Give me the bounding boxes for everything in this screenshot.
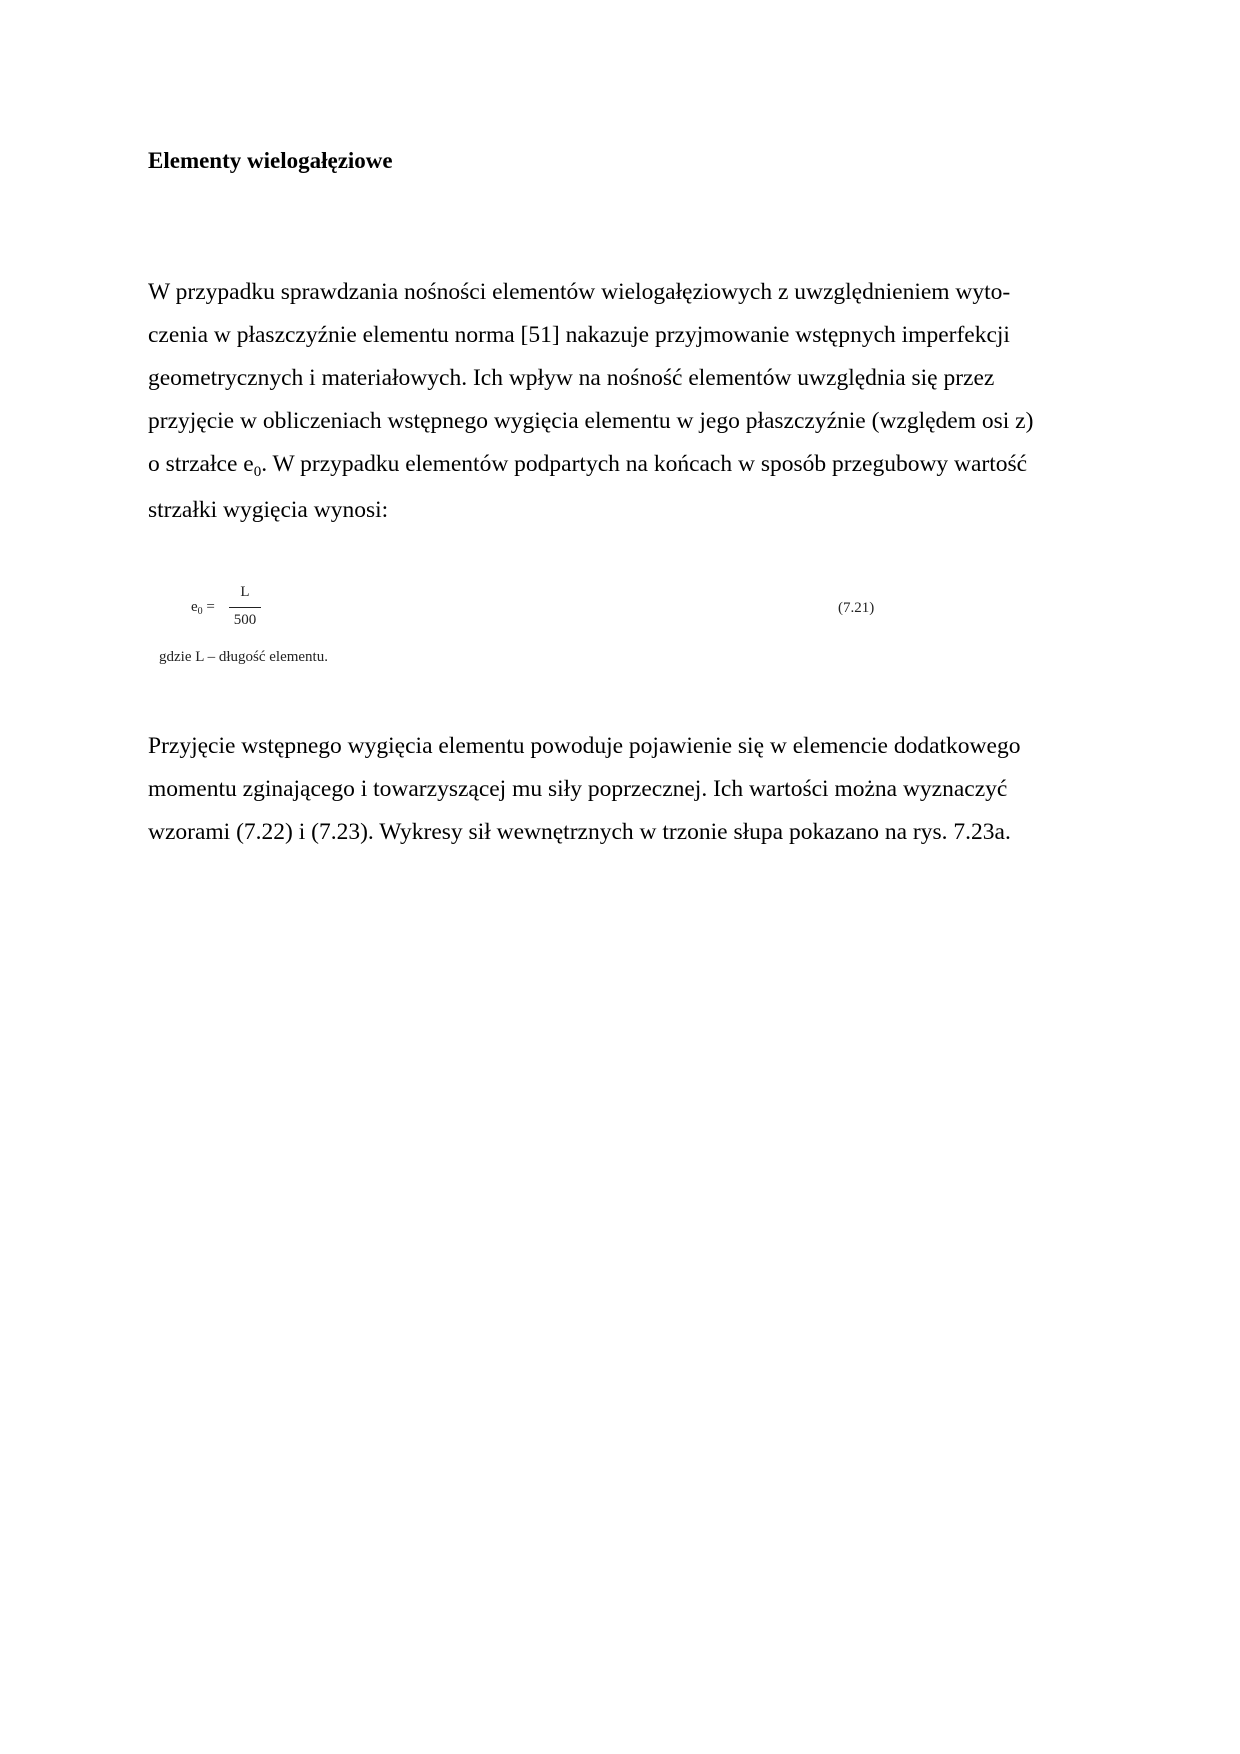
paragraph-line: przyjęcie w obliczeniach wstępnego wygięcia elementu w jego płaszczyźnie (względem osi z) <box>148 408 1034 434</box>
paragraph-line: strzałki wygięcia wynosi: <box>148 497 389 523</box>
paragraph-line: geometrycznych i materiałowych. Ich wpływ na nośność elementów uwzględnia się przez <box>148 365 995 391</box>
formula-where-clause: gdzie L – długość elementu. <box>159 649 328 665</box>
paragraph-line: momentu zginającego i towarzyszącej mu siły poprzecznej. Ich wartości można wyznaczyć <box>148 776 1008 802</box>
line-text: . W przypadku elementów podpartych na końcach w sposób przegubowy wartość <box>261 451 1028 477</box>
formula-equals: = <box>202 599 215 615</box>
section-heading: Elementy wielogałęziowe <box>148 148 393 173</box>
line-text: o strzałce e <box>148 451 254 477</box>
formula-denominator: 500 <box>233 612 257 628</box>
paragraph-line: wzorami (7.22) i (7.23). Wykresy sił wewnętrznych w trzonie słupa pokazano na rys. 7.23a. <box>148 819 1011 845</box>
equation-number: (7.21) <box>838 600 875 616</box>
paragraph-line <box>148 443 1088 489</box>
subscript: 0 <box>253 464 262 480</box>
paragraph-line: Przyjęcie wstępnego wygięcia elementu powoduje pojawienie się w elemencie dodatkowego <box>148 733 1021 759</box>
formula-lhs <box>191 599 215 616</box>
paragraph-line: W przypadku sprawdzania nośności elementów wielogałęziowych z uwzględnieniem wyto- <box>148 279 1011 305</box>
formula-7-21 <box>191 584 271 634</box>
paragraph-intro <box>148 271 1088 532</box>
formula-subscript: 0 <box>197 606 203 617</box>
formula-symbol: e <box>191 599 198 615</box>
fraction-bar <box>229 607 261 608</box>
paragraph-line: czenia w płaszczyźnie elementu norma [51] nakazuje przyjmowanie wstępnych imperfekcji <box>148 322 1010 348</box>
formula-numerator: L <box>240 584 250 600</box>
paragraph-consequence <box>148 725 1088 854</box>
